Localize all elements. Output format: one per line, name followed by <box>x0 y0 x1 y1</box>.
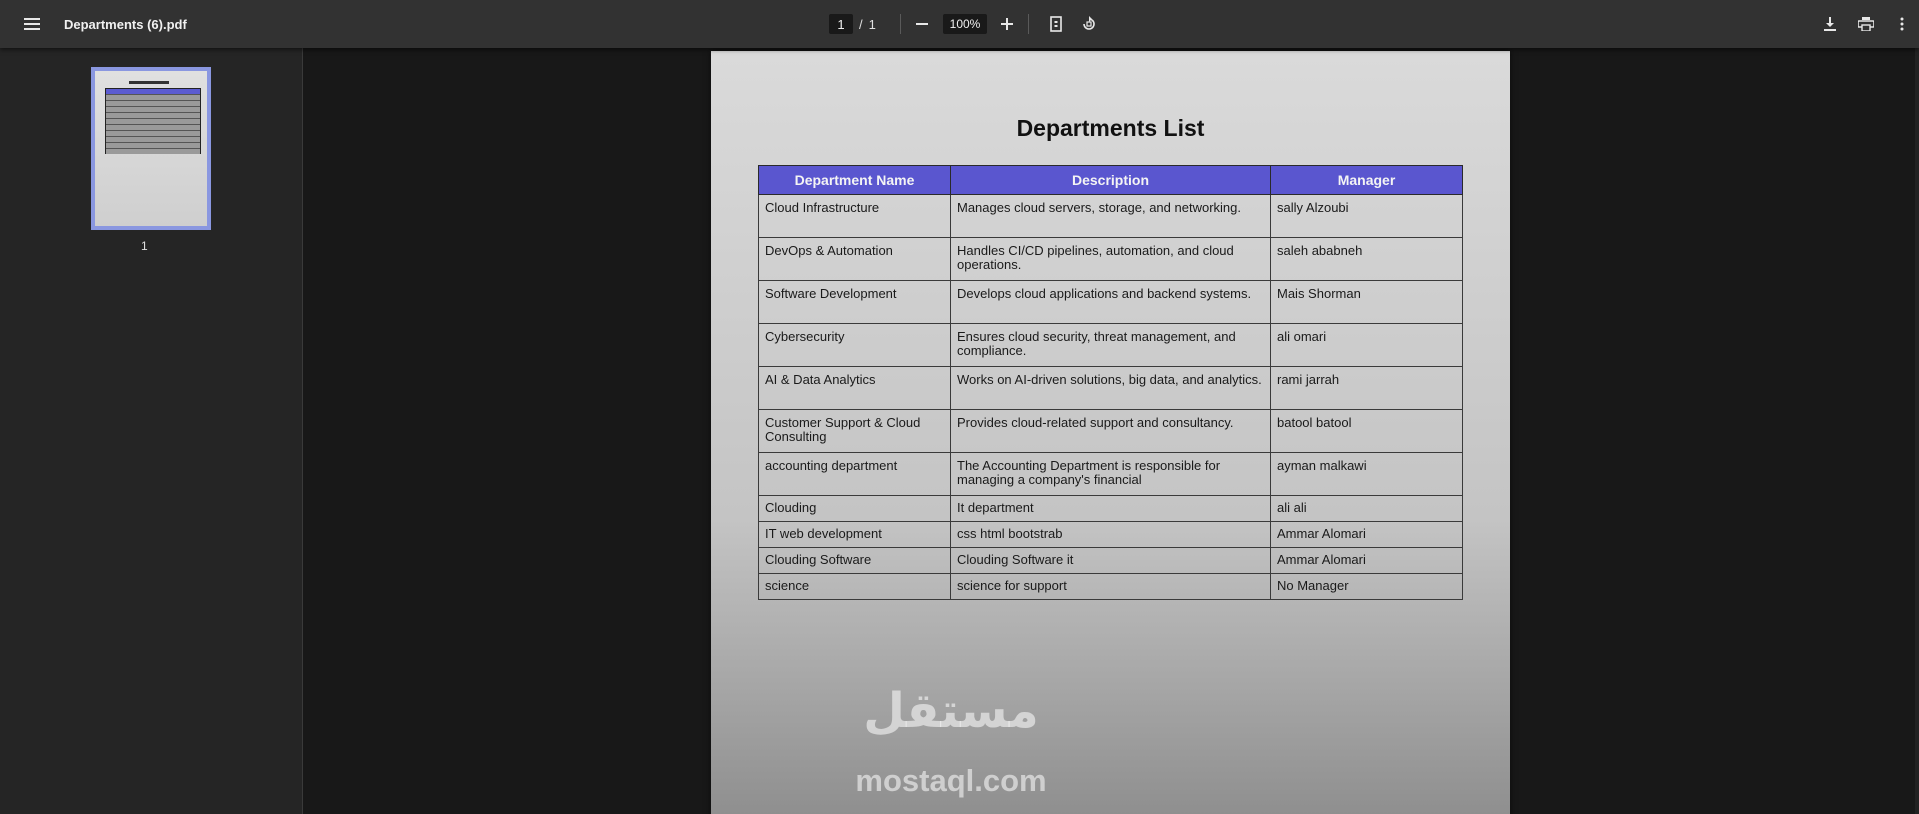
table-row <box>759 410 1463 453</box>
watermark-arabic-logo: مستقل <box>863 683 1039 739</box>
department-name-cell: Cloud Infrastructure <box>759 195 951 238</box>
manager-cell: Ammar Alomari <box>1271 548 1463 574</box>
watermark-text: mostaql.com <box>855 763 1047 798</box>
column-header-manager: Manager <box>1271 166 1463 195</box>
current-page-input[interactable]: 1 <box>829 14 853 34</box>
table-row <box>759 574 1463 600</box>
description-cell: science for support <box>951 574 1271 600</box>
zoom-level-input[interactable]: 100% <box>943 14 987 34</box>
table-header-row <box>759 166 1463 195</box>
pdf-page <box>711 51 1510 814</box>
download-icon[interactable] <box>1814 8 1846 40</box>
description-cell: css html bootstrab <box>951 522 1271 548</box>
page-separator: / <box>859 16 863 32</box>
manager-cell: Ammar Alomari <box>1271 522 1463 548</box>
department-name-cell: DevOps & Automation <box>759 238 951 281</box>
pdf-toolbar <box>0 0 1919 48</box>
manager-cell: No Manager <box>1271 574 1463 600</box>
description-cell: Provides cloud-related support and consultancy. <box>951 410 1271 453</box>
manager-cell: batool batool <box>1271 410 1463 453</box>
minus-icon[interactable] <box>906 8 938 40</box>
department-name-cell: Software Development <box>759 281 951 324</box>
manager-cell: ali ali <box>1271 496 1463 522</box>
description-cell: Clouding Software it <box>951 548 1271 574</box>
department-name-cell: Cybersecurity <box>759 324 951 367</box>
vertical-scrollbar[interactable] <box>1915 48 1919 814</box>
table-row <box>759 195 1463 238</box>
manager-cell: Mais Shorman <box>1271 281 1463 324</box>
toolbar-divider <box>900 14 901 34</box>
more-vertical-icon[interactable] <box>1886 8 1918 40</box>
document-viewer[interactable] <box>303 48 1919 814</box>
table-row <box>759 496 1463 522</box>
department-name-cell: IT web development <box>759 522 951 548</box>
table-row <box>759 548 1463 574</box>
table-row <box>759 238 1463 281</box>
departments-table <box>758 165 1463 600</box>
total-pages: 1 <box>868 16 876 32</box>
table-row <box>759 367 1463 410</box>
table-row <box>759 522 1463 548</box>
print-icon[interactable] <box>1850 8 1882 40</box>
toolbar-divider <box>1028 14 1029 34</box>
manager-cell: ayman malkawi <box>1271 453 1463 496</box>
table-row <box>759 281 1463 324</box>
file-title: Departments (6).pdf <box>64 16 187 32</box>
hamburger-menu-icon[interactable] <box>16 8 48 40</box>
description-cell: The Accounting Department is responsible for managing a company's financial <box>951 453 1271 496</box>
description-cell: It department <box>951 496 1271 522</box>
description-cell: Develops cloud applications and backend systems. <box>951 281 1271 324</box>
table-row <box>759 453 1463 496</box>
page-thumbnail[interactable] <box>91 67 211 230</box>
department-name-cell: Clouding Software <box>759 548 951 574</box>
description-cell: Handles CI/CD pipelines, automation, and cloud operations. <box>951 238 1271 281</box>
thumbnail-preview <box>95 71 207 226</box>
description-cell: Works on AI-driven solutions, big data, and analytics. <box>951 367 1271 410</box>
manager-cell: saleh ababneh <box>1271 238 1463 281</box>
rotate-icon[interactable] <box>1073 8 1105 40</box>
description-cell: Ensures cloud security, threat management, and compliance. <box>951 324 1271 367</box>
document-title: Departments List <box>1016 115 1205 141</box>
thumbnail-page-number: 1 <box>141 239 148 253</box>
column-header-description: Description <box>951 166 1271 195</box>
plus-icon[interactable] <box>991 8 1023 40</box>
manager-cell: rami jarrah <box>1271 367 1463 410</box>
department-name-cell: science <box>759 574 951 600</box>
fit-to-page-icon[interactable] <box>1040 8 1072 40</box>
department-name-cell: Customer Support & Cloud Consulting <box>759 410 951 453</box>
table-row <box>759 324 1463 367</box>
department-name-cell: AI & Data Analytics <box>759 367 951 410</box>
manager-cell: ali omari <box>1271 324 1463 367</box>
manager-cell: sally Alzoubi <box>1271 195 1463 238</box>
thumbnail-sidebar <box>0 48 303 814</box>
department-name-cell: accounting department <box>759 453 951 496</box>
description-cell: Manages cloud servers, storage, and networking. <box>951 195 1271 238</box>
department-name-cell: Clouding <box>759 496 951 522</box>
column-header-department-name: Department Name <box>759 166 951 195</box>
